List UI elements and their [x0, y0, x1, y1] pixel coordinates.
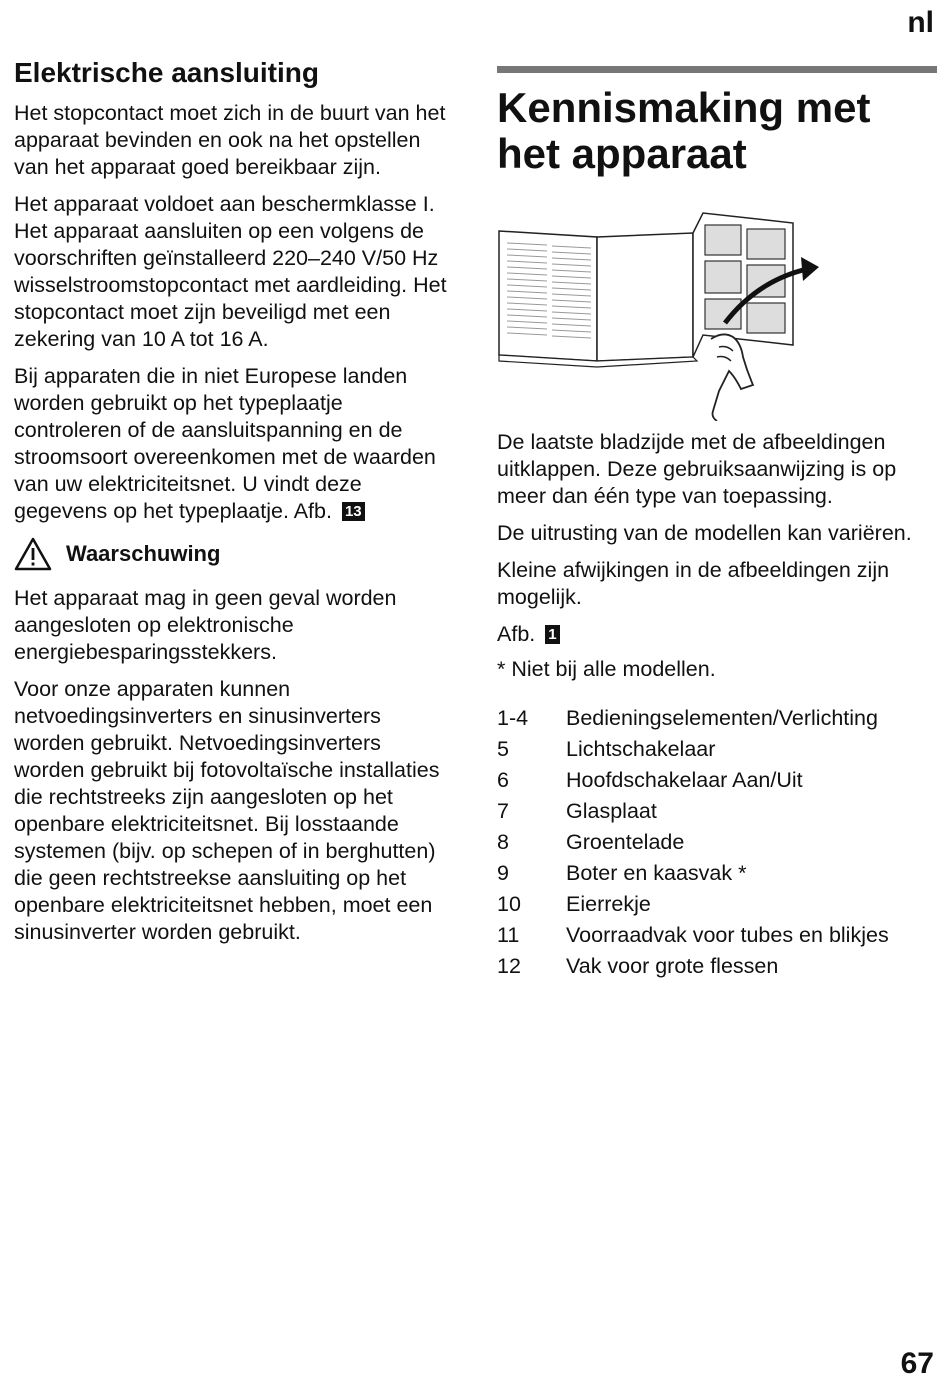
paragraph: De laatste bladzijde met de afbeeldingen uitklappen. Deze gebruiksaanwijzing is op meer dan één type van toepassing. — [497, 430, 897, 508]
list-item — [497, 705, 937, 732]
item-label: Bedieningselementen/Verlichting — [566, 706, 878, 730]
foldout-booklet-illustration — [497, 211, 827, 421]
warning-paragraph: Het apparaat mag in geen geval worden aangesloten op elektronische energiebesparingsstekkers. — [14, 585, 397, 664]
paragraph: Het stopcontact moet zich in de buurt van het apparaat bevinden en ook na het opstellen van het apparaat goed bereikbaar zijn. — [14, 100, 446, 179]
list-item — [497, 891, 937, 918]
left-column — [14, 56, 454, 956]
right-column — [497, 66, 937, 984]
item-label: Groentelade — [566, 830, 685, 854]
figure-ref-badge: 1 — [545, 625, 559, 644]
language-code: nl — [907, 6, 934, 39]
models-note: * Niet bij alle modellen. — [497, 657, 716, 681]
figure-ref-badge: 13 — [342, 502, 365, 521]
list-item — [497, 829, 937, 856]
list-item — [497, 953, 937, 980]
warning-header — [14, 537, 454, 571]
paragraph: Het apparaat voldoet aan beschermklasse I. Het apparaat aansluiten op een volgens de voorschriften geïnstalleerd 220–240 V/50 Hz wisselstroomstopcontact met aardleiding. Het stopcontact moet zijn beveiligd met een zekering van 10 A tot 16 A. — [14, 191, 447, 351]
list-item — [497, 860, 937, 887]
item-number: 9 — [497, 861, 509, 885]
list-item — [497, 922, 937, 949]
page-number: 67 — [900, 1347, 934, 1380]
paragraph: De uitrusting van de modellen kan variëren. — [497, 521, 912, 545]
list-item — [497, 767, 937, 794]
item-label: Boter en kaasvak * — [566, 861, 747, 885]
warning-paragraph: Voor onze apparaten kunnen netvoedingsinverters en sinusinverters worden gebruikt. Netvoedingsinverters worden gebruikt bij fotovoltaïsche installaties die rechtstreeks zijn aangesloten op het openbare elektriciteitsnet. Bij losstaande systemen (bijv. op schepen of in berghutten) die geen rechtstreekse aansluiting op het openbare elektriciteitsnet hebben, moet een sinusinverter worden gebruikt. — [14, 676, 440, 944]
item-label: Vak voor grote flessen — [566, 954, 779, 978]
item-number: 7 — [497, 799, 509, 823]
item-label: Voorraadvak voor tubes en blikjes — [566, 923, 889, 947]
item-label: Glasplaat — [566, 799, 657, 823]
paragraph-text: Bij apparaten die in niet Europese landen worden gebruikt op het typeplaatje controleren of de aansluitspanning en de stroomsoort overeenkomen met de waarden van uw elektriciteitsnet. U vindt deze gegevens op het typeplaatje. Afb. — [14, 363, 436, 523]
list-item — [497, 736, 937, 763]
list-item — [497, 798, 937, 825]
component-list — [497, 705, 937, 980]
item-label: Lichtschakelaar — [566, 737, 716, 761]
section-rule — [497, 66, 937, 73]
warning-triangle-icon — [14, 537, 52, 571]
figure-label: Afb. — [497, 622, 536, 646]
item-number: 12 — [497, 954, 521, 978]
item-number: 5 — [497, 737, 509, 761]
section-heading-appliance: Kennismaking met het apparaat — [497, 84, 871, 177]
item-label: Hoofdschakelaar Aan/Uit — [566, 768, 803, 792]
item-number: 1-4 — [497, 706, 529, 730]
item-number: 6 — [497, 768, 509, 792]
item-label: Eierrekje — [566, 892, 651, 916]
item-number: 11 — [497, 923, 520, 947]
paragraph: Kleine afwijkingen in de afbeeldingen zijn mogelijk. — [497, 558, 890, 609]
item-number: 10 — [497, 892, 521, 916]
figure-reference — [497, 621, 937, 648]
warning-label: Waarschuwing — [66, 540, 221, 566]
paragraph-with-fig-ref — [14, 363, 454, 525]
section-heading-electrical: Elektrische aansluiting — [14, 57, 319, 88]
item-number: 8 — [497, 830, 509, 854]
